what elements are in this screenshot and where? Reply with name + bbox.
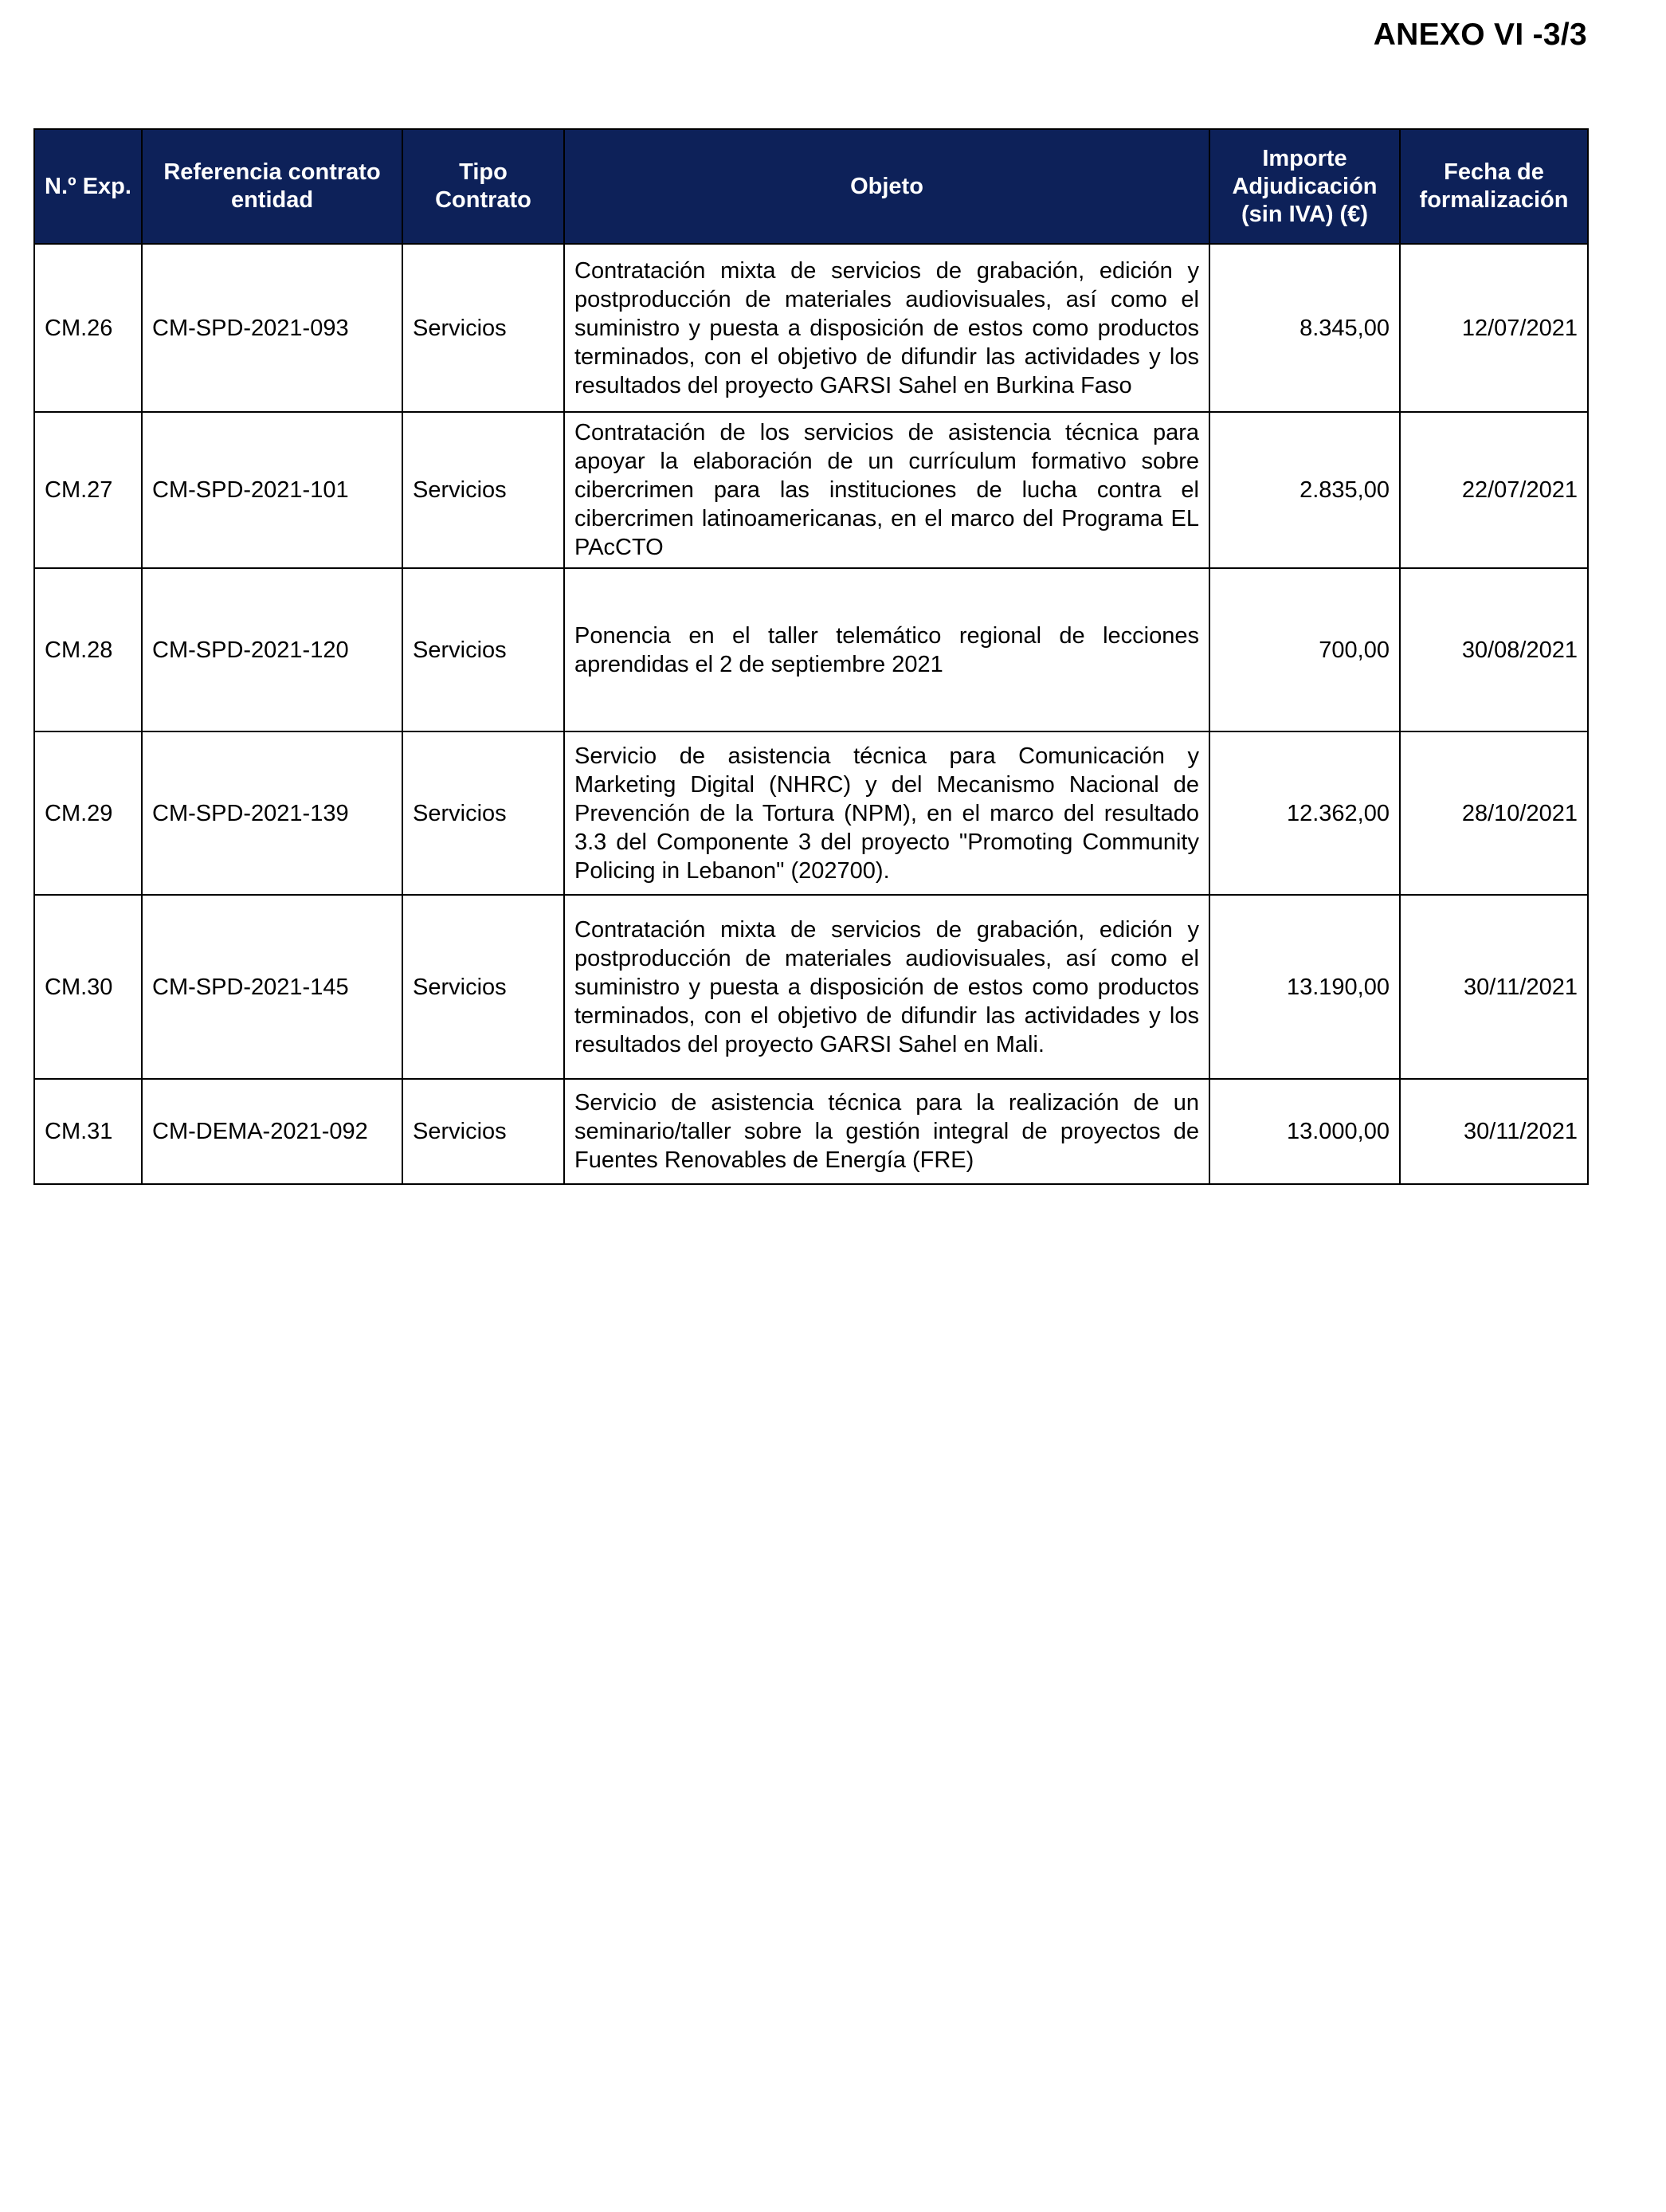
table-row (34, 1079, 1588, 1184)
table-row (34, 412, 1588, 568)
annex-title: ANEXO VI -3/3 (1373, 18, 1587, 52)
cell-objeto: Contratación mixta de servicios de grabación, edición y postproducción de materiales audiovisuales, así como el suministro y puesta a disposición de estos como productos terminados, con el objetivo de difundir las actividades y los resultados del proyecto GARSI Sahel en Mali. (564, 895, 1209, 1079)
cell-importe: 13.000,00 (1209, 1079, 1400, 1184)
table-row (34, 568, 1588, 731)
cell-tipo: Servicios (402, 731, 564, 895)
table-header-row (34, 129, 1588, 244)
header-exp: N.º Exp. (34, 129, 142, 244)
cell-ref: CM-SPD-2021-139 (142, 731, 402, 895)
cell-tipo: Servicios (402, 244, 564, 412)
cell-importe: 8.345,00 (1209, 244, 1400, 412)
table-row (34, 244, 1588, 412)
cell-exp: CM.29 (34, 731, 142, 895)
cell-tipo: Servicios (402, 895, 564, 1079)
cell-importe: 700,00 (1209, 568, 1400, 731)
cell-exp: CM.28 (34, 568, 142, 731)
contracts-table (33, 128, 1589, 1185)
cell-fecha: 22/07/2021 (1400, 412, 1588, 568)
cell-tipo: Servicios (402, 412, 564, 568)
cell-fecha: 30/11/2021 (1400, 1079, 1588, 1184)
header-tipo: Tipo Contrato (402, 129, 564, 244)
cell-tipo: Servicios (402, 568, 564, 731)
cell-fecha: 30/08/2021 (1400, 568, 1588, 731)
cell-objeto: Ponencia en el taller telemático regional de lecciones aprendidas el 2 de septiembre 2021 (564, 568, 1209, 731)
cell-objeto: Contratación de los servicios de asistencia técnica para apoyar la elaboración de un currículum formativo sobre cibercrimen para las instituciones de lucha contra el cibercrimen latinoamericanas, en el marco del Programa EL PAcCTO (564, 412, 1209, 568)
cell-ref: CM-SPD-2021-145 (142, 895, 402, 1079)
cell-importe: 2.835,00 (1209, 412, 1400, 568)
header-objeto: Objeto (564, 129, 1209, 244)
cell-exp: CM.27 (34, 412, 142, 568)
cell-objeto: Servicio de asistencia técnica para la realización de un seminario/taller sobre la gestión integral de proyectos de Fuentes Renovables de Energía (FRE) (564, 1079, 1209, 1184)
cell-importe: 13.190,00 (1209, 895, 1400, 1079)
cell-fecha: 28/10/2021 (1400, 731, 1588, 895)
table-row (34, 895, 1588, 1079)
cell-exp: CM.26 (34, 244, 142, 412)
cell-importe: 12.362,00 (1209, 731, 1400, 895)
cell-ref: CM-DEMA-2021-092 (142, 1079, 402, 1184)
cell-exp: CM.30 (34, 895, 142, 1079)
cell-ref: CM-SPD-2021-101 (142, 412, 402, 568)
cell-fecha: 12/07/2021 (1400, 244, 1588, 412)
cell-ref: CM-SPD-2021-120 (142, 568, 402, 731)
cell-objeto: Servicio de asistencia técnica para Comunicación y Marketing Digital (NHRC) y del Mecanismo Nacional de Prevención de la Tortura (NPM), en el marco del resultado 3.3 del Componente 3 del proyecto "Promoting Community Policing in Lebanon" (202700). (564, 731, 1209, 895)
header-fecha: Fecha de formalización (1400, 129, 1588, 244)
header-ref: Referencia contrato entidad (142, 129, 402, 244)
cell-fecha: 30/11/2021 (1400, 895, 1588, 1079)
cell-objeto: Contratación mixta de servicios de grabación, edición y postproducción de materiales audiovisuales, así como el suministro y puesta a disposición de estos como productos terminados, con el objetivo de difundir las actividades y los resultados del proyecto GARSI Sahel en Burkina Faso (564, 244, 1209, 412)
table-row (34, 731, 1588, 895)
cell-tipo: Servicios (402, 1079, 564, 1184)
header-importe: Importe Adjudicación (sin IVA) (€) (1209, 129, 1400, 244)
cell-ref: CM-SPD-2021-093 (142, 244, 402, 412)
cell-exp: CM.31 (34, 1079, 142, 1184)
